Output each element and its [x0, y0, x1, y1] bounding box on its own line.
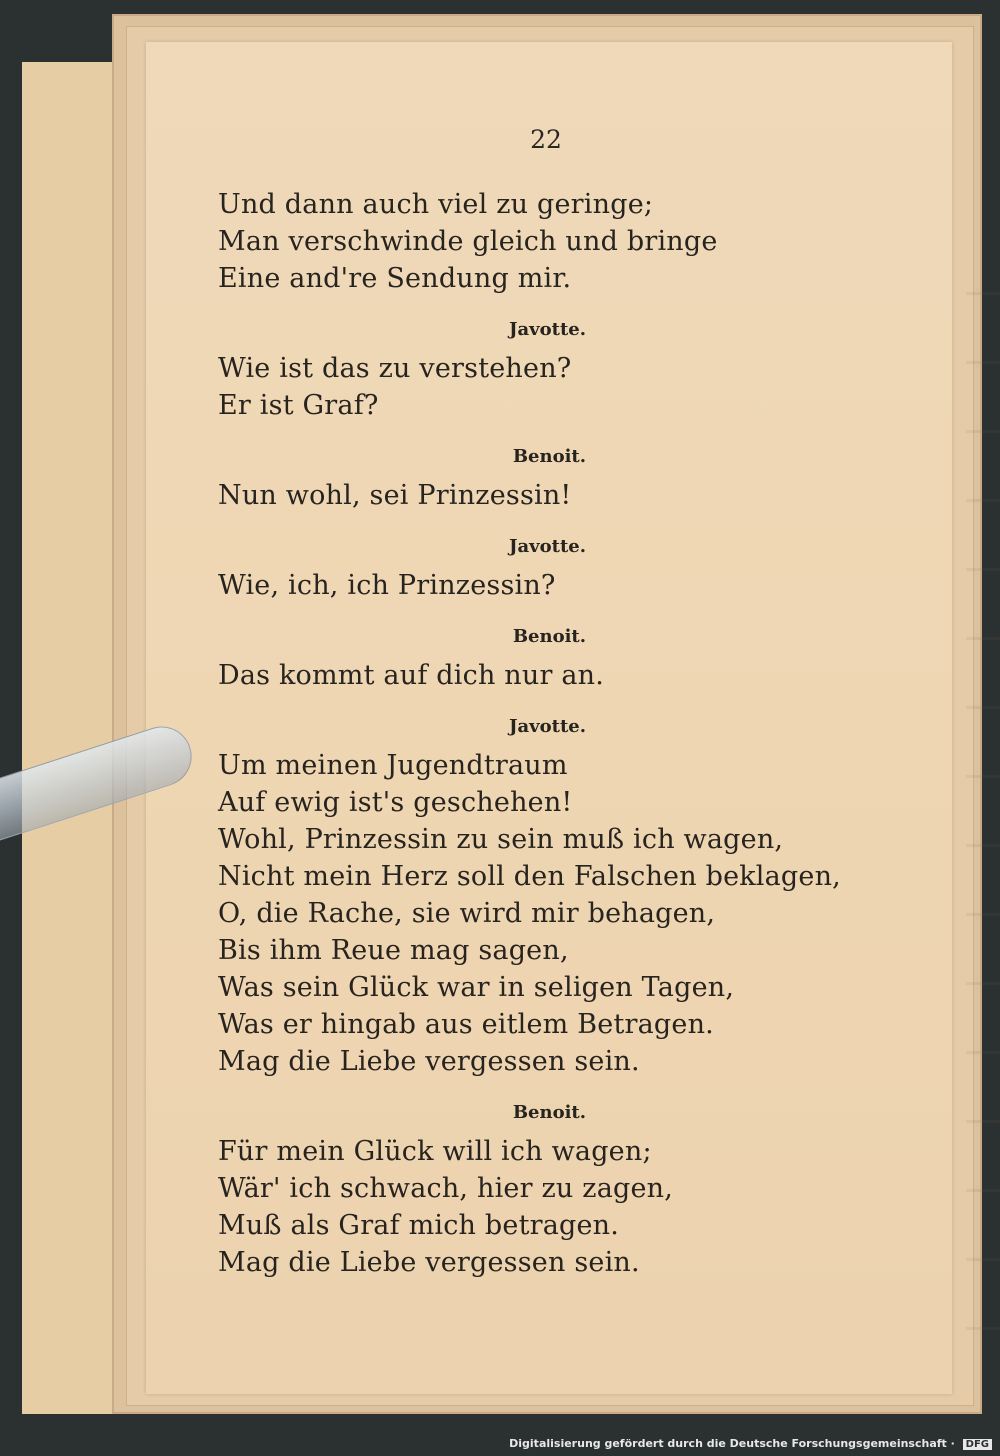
- speaker-name: Benoit.: [512, 626, 586, 647]
- verse-line: Wie, ich, ich Prinzessin?: [218, 570, 556, 601]
- verse-line: Wie ist das zu verstehen?: [218, 353, 572, 384]
- page-number: 22: [530, 125, 562, 154]
- speaker-name: Javotte.: [509, 536, 586, 557]
- dfg-logo: DFG: [963, 1439, 992, 1450]
- verse-line: Mag die Liebe vergessen sein.: [218, 1046, 640, 1077]
- verse-line: Das kommt auf dich nur an.: [218, 660, 605, 691]
- verse-line: Was sein Glück war in seligen Tagen,: [218, 972, 735, 1003]
- digitization-credit: [509, 1437, 992, 1450]
- verse-line: Was er hingab aus eitlem Betragen.: [218, 1009, 714, 1040]
- speaker-name: Benoit.: [512, 446, 586, 467]
- verse-line: Muß als Graf mich betragen.: [218, 1210, 620, 1241]
- verse-line: Auf ewig ist's geschehen!: [218, 787, 573, 818]
- verse-line: Man verschwinde gleich und bringe: [218, 226, 718, 257]
- verse-line: Eine and're Sendung mir.: [218, 263, 572, 294]
- verse-line: Er ist Graf?: [218, 390, 379, 421]
- verse-line: Nun wohl, sei Prinzessin!: [218, 480, 572, 511]
- speaker-name: Benoit.: [512, 1102, 586, 1123]
- verse-line: Und dann auch viel zu geringe;: [218, 189, 654, 220]
- verse-line: Wohl, Prinzessin zu sein muß ich wagen,: [218, 824, 784, 855]
- bleed-through-text: [966, 232, 1000, 1332]
- libretto-text: [218, 186, 841, 1281]
- verse-line: Nicht mein Herz soll den Falschen beklagen,: [218, 861, 841, 892]
- speaker-name: Javotte.: [509, 716, 586, 737]
- verse-line: Um meinen Jugendtraum: [218, 750, 568, 781]
- verse-line: Wär' ich schwach, hier zu zagen,: [218, 1173, 674, 1204]
- credit-text: Digitalisierung gefördert durch die Deutsche Forschungsgemeinschaft ·: [509, 1437, 955, 1450]
- verse-line: Mag die Liebe vergessen sein.: [218, 1247, 640, 1278]
- verse-line: O, die Rache, sie wird mir behagen,: [218, 898, 716, 929]
- verse-line: Bis ihm Reue mag sagen,: [218, 935, 569, 966]
- speaker-name: Javotte.: [509, 319, 586, 340]
- verse-line: Für mein Glück will ich wagen;: [218, 1136, 652, 1167]
